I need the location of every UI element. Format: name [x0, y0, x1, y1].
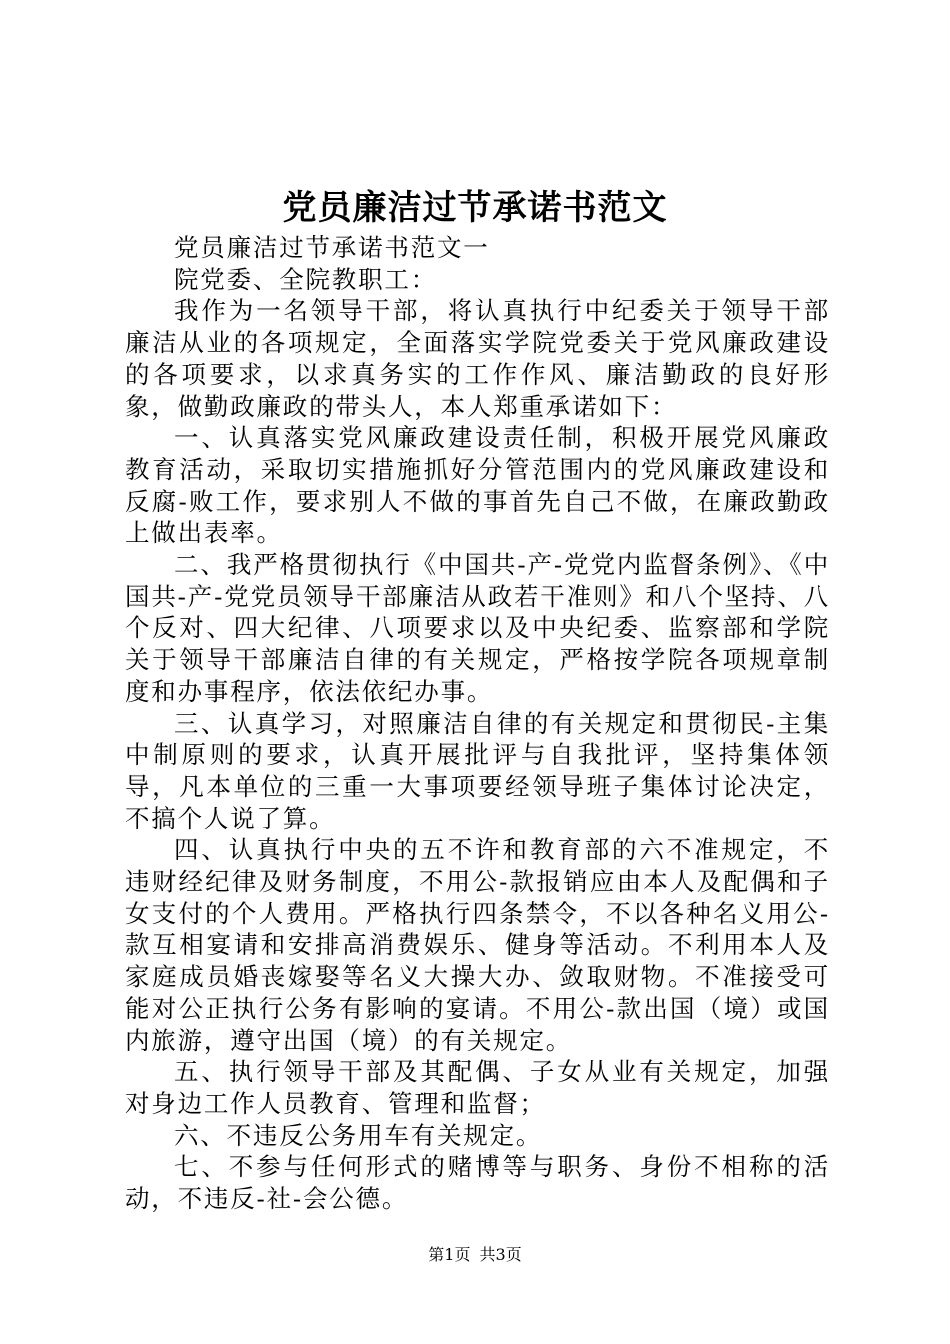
paragraph-item-7: 七、不参与任何形式的赌博等与职务、身份不相称的活动，不违反-社-会公德。 [125, 1152, 830, 1214]
paragraph-salutation: 院党委、全院教职工： [174, 264, 437, 294]
paragraph-item-3: 三、认真学习，对照廉洁自律的有关规定和贯彻民-主集中制原则的要求，认真开展批评与自我批评，坚持集体领导，凡本单位的三重一大事项要经领导班子集体讨论决定，不搞个人说了算。 [125, 708, 830, 833]
page-total: 共3页 [479, 1245, 522, 1264]
document-title: 党员廉洁过节承诺书范文 [282, 188, 668, 228]
paragraph-item-6: 六、不违反公务用车有关规定。 [174, 1120, 543, 1150]
paragraph-intro: 我作为一名领导干部，将认真执行中纪委关于领导干部廉洁从业的各项规定，全面落实学院党委关于党风廉政建设的各项要求，以求真务实的工作作风、廉洁勤政的良好形象，做勤政廉政的带头人，本人郑重承诺如下： [125, 296, 830, 421]
paragraph-item-2: 二、我严格贯彻执行《中国共-产-党党内监督条例》、《中国共-产-党党员领导干部廉洁从政若干准则》和八个坚持、八个反对、四大纪律、八项要求以及中央纪委、监察部和学院关于领导干部廉洁自律的有关规定，严格按学院各项规章制度和办事程序，依法依纪办事。 [125, 550, 830, 706]
page-number: 第1页 [428, 1245, 471, 1264]
document-body [125, 232, 830, 1215]
paragraph-item-4: 四、认真执行中央的五不许和教育部的六不准规定，不违财经纪律及财务制度，不用公-款报销应由本人及配偶和子女支付的个人费用。严格执行四条禁令，不以各种名义用公-款互相宴请和安排高消费娱乐、健身等活动。不利用本人及家庭成员婚丧嫁娶等名义大操大办、敛取财物。不准接受可能对公正执行公务有影响的宴请。不用公-款出国（境）或国内旅游，遵守出国（境）的有关规定。 [125, 835, 830, 1055]
paragraph-subtitle: 党员廉洁过节承诺书范文一 [174, 233, 490, 262]
paragraph-item-5: 五、执行领导干部及其配偶、子女从业有关规定，加强对身边工作人员教育、管理和监督； [125, 1057, 830, 1118]
page-footer [0, 1243, 950, 1267]
paragraph-item-1: 一、认真落实党风廉政建设责任制，积极开展党风廉政教育活动，采取切实措施抓好分管范围内的党风廉政建设和反腐-败工作，要求别人不做的事首先自己不做，在廉政勤政上做出表率。 [125, 423, 830, 548]
